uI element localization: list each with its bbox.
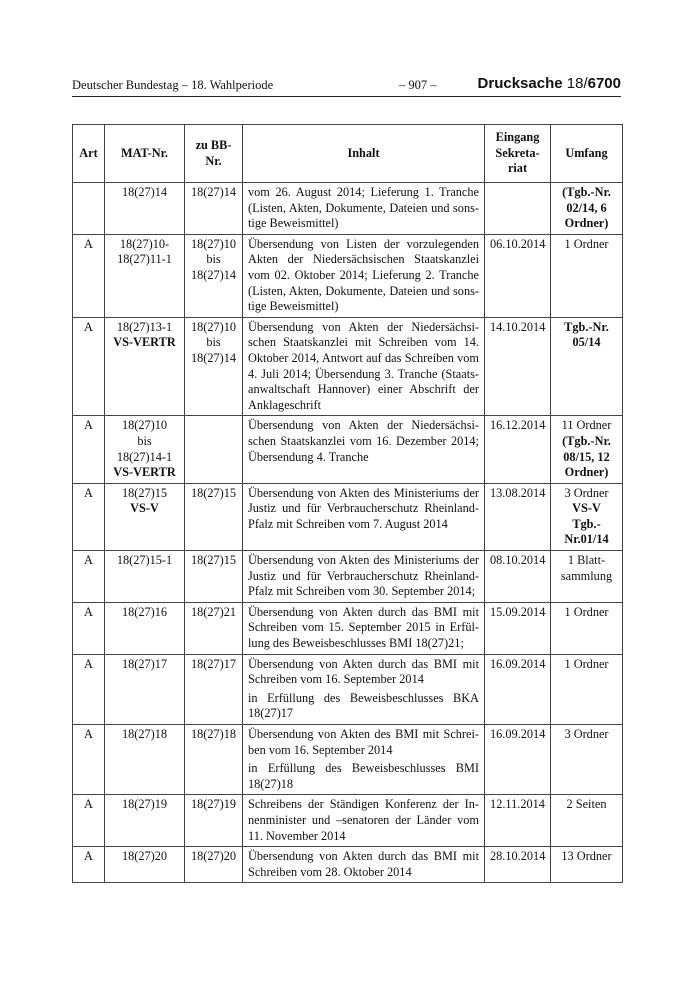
cell-eingang: 12.11.2014 (485, 795, 551, 847)
cell-eingang: 28.10.2014 (485, 847, 551, 883)
cell-eingang: 14.10.2014 (485, 317, 551, 416)
inhalt-note: in Erfüllung des Beweisbeschlusses BKA 18(27)17 (248, 690, 479, 721)
cell-art: A (73, 602, 105, 654)
cell-umfang: 2 Seiten (551, 795, 623, 847)
cell-mat-nr: 18(27)18 (105, 725, 185, 795)
column-header-bb-nr: zu BB-Nr. (185, 125, 243, 183)
cell-umfang (551, 483, 623, 550)
table-row (73, 795, 623, 847)
column-header-mat-nr: MAT-Nr. (105, 125, 185, 183)
page-number: – 907 – (399, 78, 437, 92)
cell-umfang: Tgb.-Nr. 05/14 (551, 317, 623, 416)
cell-eingang: 15.09.2014 (485, 602, 551, 654)
cell-umfang: 3 Ordner (551, 725, 623, 795)
cell-bb-nr: 18(27)17 (185, 654, 243, 724)
cell-bb-nr: 18(27)14 (185, 183, 243, 235)
classification-badge: VS-VERTR (113, 465, 176, 480)
table-row (73, 183, 623, 235)
cell-bb-nr: 18(27)21 (185, 602, 243, 654)
column-header-art: Art (73, 125, 105, 183)
page-header (72, 75, 621, 97)
cell-inhalt: Übersendung von Akten des Ministeriums der Justiz und für Verbraucherschutz Rheinland-Pfalz mit Schreiben vom 30. September 2014; (243, 551, 485, 603)
cell-art: A (73, 725, 105, 795)
table-row (73, 317, 623, 416)
classification-badge: VS-VERTR (113, 335, 176, 350)
mat-nr-from: 18(27)10 (121, 418, 168, 433)
table-header-row (73, 125, 623, 183)
cell-inhalt: vom 26. August 2014; Lieferung 1. Tranche (Listen, Akten, Dokumente, Dateien und sons-tige Beweismittel) (243, 183, 485, 235)
umfang-note: Tgb.-Nr.01/14 (564, 516, 609, 547)
cell-eingang: 08.10.2014 (485, 551, 551, 603)
classification-badge: VS-V (572, 501, 601, 516)
cell-umfang: 1 Ordner (551, 654, 623, 724)
cell-inhalt: Übersendung von Akten der Niedersächsi-schen Staatskanzlei mit Schreiben vom 14. Oktober 2014, Antwort auf das Schreiben vom 4. Juli 2014; Übersendung 3. Tranche (Staats-anwaltschaft Hannover) einer Abschrift der Anklageschrift (243, 317, 485, 416)
cell-inhalt: Übersendung von Akten durch das BMI mit Schreiben vom 28. Oktober 2014 (243, 847, 485, 883)
cell-bb-nr: 18(27)20 (185, 847, 243, 883)
cell-eingang: 16.09.2014 (485, 654, 551, 724)
cell-umfang: 1 Blatt-sammlung (551, 551, 623, 603)
cell-bb-nr (185, 416, 243, 483)
table-row (73, 551, 623, 603)
cell-bb-nr: 18(27)19 (185, 795, 243, 847)
cell-umfang: 1 Ordner (551, 602, 623, 654)
cell-inhalt (243, 654, 485, 724)
cell-art: A (73, 483, 105, 550)
cell-mat-nr: 18(27)10-18(27)11-1 (105, 234, 185, 317)
column-header-inhalt: Inhalt (243, 125, 485, 183)
bb-nr-from: 18(27)10 (190, 319, 237, 334)
bb-nr-range-word: bis (206, 252, 221, 267)
cell-art: A (73, 847, 105, 883)
cell-inhalt: Übersendung von Listen der vorzulegenden Akten der Niedersächsischen Staatskanzlei vom 02. Oktober 2014; Lieferung 2. Tranche (Listen, Akten, Dokumente, Dateien und sons-tige Beweismittel) (243, 234, 485, 317)
cell-bb-nr (185, 234, 243, 317)
cell-art: A (73, 551, 105, 603)
classification-badge: VS-V (130, 501, 159, 516)
cell-bb-nr (185, 317, 243, 416)
document-number-suffix: 6700 (587, 75, 621, 92)
inhalt-note: in Erfüllung des Beweisbeschlusses BMI 18(27)18 (248, 761, 479, 791)
table-row (73, 847, 623, 883)
cell-inhalt: Übersendung von Akten des Ministeriums der Justiz und für Verbraucherschutz Rheinland-Pfalz mit Schreiben vom 7. August 2014 (243, 483, 485, 550)
cell-art: A (73, 234, 105, 317)
umfang-note: (Tgb.-Nr. 08/15, 12 Ordner) (562, 433, 611, 480)
cell-mat-nr: 18(27)17 (105, 654, 185, 724)
cell-mat-nr (105, 416, 185, 483)
cell-art: A (73, 317, 105, 416)
cell-eingang: 13.08.2014 (485, 483, 551, 550)
cell-bb-nr: 18(27)15 (185, 551, 243, 603)
cell-inhalt (243, 725, 485, 795)
mat-nr-value: 18(27)13-1 (116, 319, 173, 334)
table-row (73, 483, 623, 550)
cell-umfang: (Tgb.-Nr. 02/14, 6 Ordner) (551, 183, 623, 235)
table-row (73, 602, 623, 654)
bb-nr-from: 18(27)10 (190, 236, 237, 251)
cell-mat-nr: 18(27)19 (105, 795, 185, 847)
table-row (73, 725, 623, 795)
inhalt-text: Übersendung von Akten durch das BMI mit Schreiben vom 16. September 2014 (248, 656, 479, 687)
document-number-prefix: 18/ (562, 75, 588, 92)
bb-nr-to: 18(27)14 (190, 350, 237, 365)
table-row (73, 234, 623, 317)
mat-nr-range-word: bis (137, 433, 152, 448)
document-label: Drucksache (477, 75, 563, 92)
column-header-eingang: Eingang Sekreta-riat (485, 125, 551, 183)
cell-mat-nr (105, 483, 185, 550)
cell-inhalt: Übersendung von Akten der Niedersächsi-schen Staatskanzlei vom 16. Dezember 2014; Übersendung 4. Tranche (243, 416, 485, 483)
cell-inhalt: Schreibens der Ständigen Konferenz der In-nenminister und –senatoren der Länder vom 11. November 2014 (243, 795, 485, 847)
mat-nr-value: 18(27)15 (121, 485, 168, 500)
umfang-value: 3 Ordner (564, 485, 609, 500)
bb-nr-to: 18(27)14 (190, 267, 237, 282)
cell-umfang: 1 Ordner (551, 234, 623, 317)
cell-mat-nr: 18(27)20 (105, 847, 185, 883)
cell-eingang (485, 183, 551, 235)
cell-art (73, 183, 105, 235)
bb-nr-range-word: bis (206, 335, 221, 350)
cell-umfang (551, 416, 623, 483)
cell-eingang: 16.09.2014 (485, 725, 551, 795)
cell-mat-nr: 18(27)15-1 (105, 551, 185, 603)
materials-table (72, 124, 623, 883)
table-row (73, 416, 623, 483)
cell-mat-nr: 18(27)16 (105, 602, 185, 654)
cell-bb-nr: 18(27)15 (185, 483, 243, 550)
cell-art: A (73, 795, 105, 847)
cell-mat-nr: 18(27)14 (105, 183, 185, 235)
cell-art: A (73, 416, 105, 483)
cell-eingang: 06.10.2014 (485, 234, 551, 317)
cell-eingang: 16.12.2014 (485, 416, 551, 483)
umfang-value: 11 Ordner (561, 418, 612, 433)
cell-umfang: 13 Ordner (551, 847, 623, 883)
mat-nr-to: 18(27)14-1 (116, 449, 173, 464)
cell-inhalt: Übersendung von Akten durch das BMI mit Schreiben vom 15. September 2015 in Erfül-lung des Beweisbeschlusses BMI 18(27)21; (243, 602, 485, 654)
document-number (478, 75, 621, 92)
cell-bb-nr: 18(27)18 (185, 725, 243, 795)
header-publication: Deutscher Bundestag – 18. Wahlperiode (72, 78, 274, 92)
table-row (73, 654, 623, 724)
inhalt-text: Übersendung von Akten des BMI mit Schrei-ben vom 16. September 2014 (248, 727, 479, 757)
column-header-umfang: Umfang (551, 125, 623, 183)
cell-art: A (73, 654, 105, 724)
cell-mat-nr (105, 317, 185, 416)
